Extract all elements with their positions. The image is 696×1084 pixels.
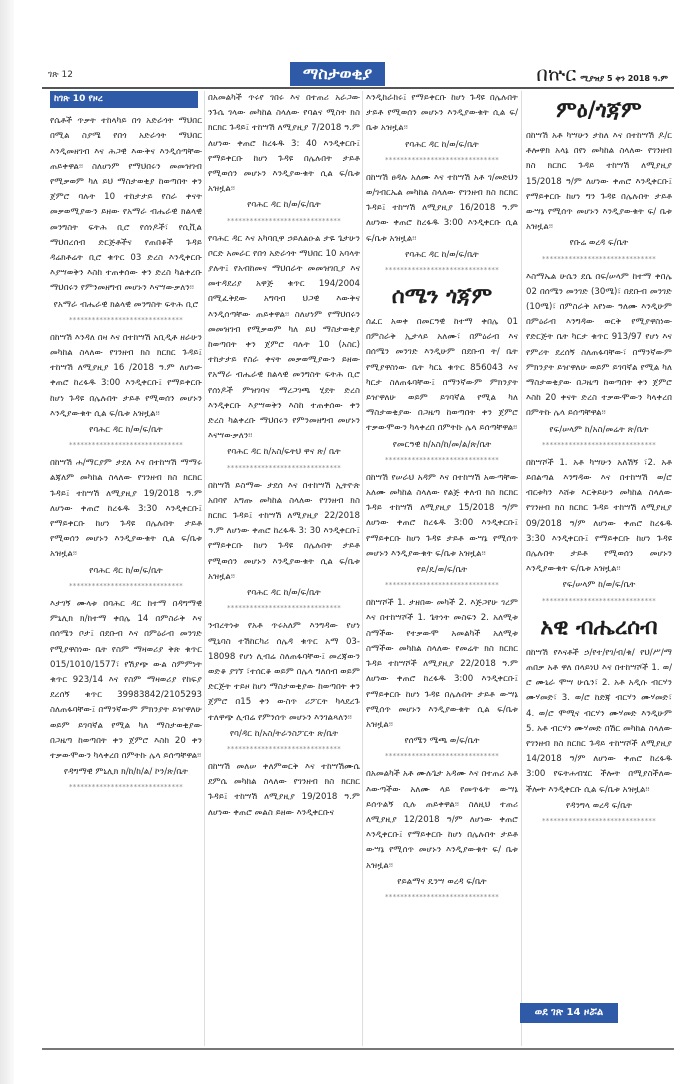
page-edge-shadow bbox=[0, 0, 14, 1084]
separator: ****************************** bbox=[385, 266, 499, 275]
separator: ****************************** bbox=[69, 783, 183, 792]
column-divider bbox=[362, 91, 363, 1046]
notice bbox=[366, 471, 518, 578]
notice-signature: የሰሜን ሜጫ ወ/ፍ/ቤት bbox=[404, 736, 480, 747]
notice-signature: የባሕር ዳር ከ/ወ/ፍ/ቤት bbox=[247, 200, 321, 211]
column-4 bbox=[526, 91, 672, 832]
notice bbox=[208, 760, 360, 821]
notice-signature: የቡሬ ወረዳ ፍ/ቤት bbox=[569, 238, 629, 249]
newspaper-page bbox=[40, 58, 676, 1048]
separator: ****************************** bbox=[227, 744, 341, 753]
separator: ****************************** bbox=[542, 596, 656, 605]
newspaper-brand bbox=[536, 62, 668, 86]
notice bbox=[208, 232, 360, 461]
separator: ****************************** bbox=[69, 315, 183, 324]
continued-on-page-tag: ወደ ገጽ 14 ዞሯል bbox=[520, 1003, 618, 1023]
region-heading: ምዕ/ጎጃም bbox=[556, 97, 642, 123]
notice-body: እስማኤል ሁሴን ደሴ በፍ/ሠላም ከተማ ቀበሌ 02 በሰሜን መንገድ (30ሜ)፣ በደቡብ መንገድ (10ሜ)፣ በምስራቅ አየነው ዓለሙ እንዲሁም በምዕራብ እንግዳው ወርቅ የሚያዋስነው የድርጅት ቤት ካርታ ቁጥር 913/97 የሆነ እና የምሪት ደረሰኝ ስለጠፋባቸው፣ በማንኛውም ምክንያት ይዠዋለሁ ወይም ይገባኛል የሚል ካለ ማስታወቂያው በጋዜጣ ከወጣበት ቀን ጀምሮ እስከ 20 ቀናት ድረስ ተቃውሞውን ካላቀረበ በምትኩ ሌላ ይሰጣቸዋል፡፡ bbox=[526, 271, 672, 419]
notice bbox=[50, 456, 202, 579]
notice-body: በከሣሽ መለሠ ቀለምወርቅ እና ተከሣሽሙሴ ደምሴ መካከል ስላለው የገንዘብ ክስ ክርክር ጉዳይ፤ ተከሣሽ ለሚያዚያ 19/2018 ዓ.ም ለሆነው ቀጠሮ መልስ ይዘው እንዲቀርቡና bbox=[208, 761, 360, 818]
brand-name: በኵር bbox=[536, 62, 577, 86]
continued-from-tag: ከገጽ 10 የዞረ bbox=[50, 91, 198, 108]
notice bbox=[526, 456, 672, 594]
notice-body: በከሣሽ ይስማው ታደሰ እና በተከሣሽ ኢትዮጵ አበባየ አግጡ መካከል ስላለው የገንዘብ ክስ ክርክር ጉዳይ፤ ተከሣሽ ለሚያዚያ 22/2018 ዓ.ም ለሆነው ቀጠሮ ከረፋዱ 3: 30 እንዲቀርቡ፤ የማይቀርቡ ከሆነ ጉዳዩ በሌሉበት ታይቶ የሚወሰን መሆኑን እንዲያውቁት ሲል ፍ/ቤቱ አዝዟል፡፡ bbox=[208, 480, 360, 582]
notice-body: እንዲከራከሩ፤ የማይቀርቡ ከሆነ ጉዳዩ በሌሉበት ታይቶ የሚወሰን መሆኑን እንዲያውቁት ሲል ፍ/ቤቱ አዝዟል፡፡ bbox=[366, 93, 518, 134]
separator: ****************************** bbox=[385, 455, 499, 464]
notice bbox=[50, 114, 202, 313]
notice bbox=[366, 171, 518, 263]
column-1 bbox=[50, 91, 202, 798]
notice-signature: የይ/ዴ/ወ/ፍ/ቤት bbox=[416, 565, 468, 576]
notice-signature: የባሕር ዳር ከ/ወ/ፍ/ቤት bbox=[405, 249, 479, 260]
notice-body: በአመልካች አቶ ሙሉጌታ አዳሙ እና በተጠሪ አቶ እውጣችው አለሙ ላይ የመጥፋት ውሣኔ ይሰጥልኝ ሲሉ ጠይቀዋል፡፡ ስለዚህ ተጠሪ ለሚያዚያ 12/2018 ዓ/ም ለሆነው ቀጠሮ እንዲቀርቡ፤ የማይቀርቡ ከሆነ በሌሉበት ታይቶ ውሣኔ የሚሰጥ መሆኑን እንዲያውቁት ፍ/ ቤቱ አዝዟል፡፡ bbox=[366, 769, 518, 871]
notice-body: የባሕር ዳር እና አካባቢዋ ኃይለልዑል ታዬ ጌታሁን ቦርድ አመራር የበጎ አድራጎት ማህበር 10 አባላት ያሉት፤ የአብከመና ማህበራት መመዝገቢያ እና መተዳደሪያ አዋጅ ቁጥር 194/2004 በሚፈቅደው አግባብ ህጋዊ እውቅና እንዲሰጣቸው ጠይቀዋል፡፡ ስለሆነም የማህበሩን መመዝገብ የሚቃወም ካለ ይህ ማስታወቂያ ከወጣበት ቀን ጀምሮ ባሉት 10 (አስር) ተከታታይ የስራ ቀናት መቃወሚያውን ይዘው የአማራ ብሔራዊ ክልላዊ መንግስት ፍትሕ ቢሮ የሰነዶች ምዝገባና ማረጋገጫ ሂደት ድረስ እንዲቀርቡ እያሣወቅን እስከ ተጠቀሰው ቀን ድረስ ካልቀረቡ ማህበሩን የምንመዘግብ መሆኑን እናሣውቃለን፡፡ bbox=[208, 233, 360, 442]
separator: ****************************** bbox=[542, 254, 656, 263]
section-title: ማስታወቂያ bbox=[290, 62, 385, 86]
notice bbox=[526, 270, 672, 438]
notice-body: በከሣሽ የእናቶች ኃ/የተ/የገ/ብ/ቁ/ የህ/ሥ/ማ ጠበቃ አቶ ዋለ በላይነህ እና በተከሣሾች 1. ወ/ሮ ሙኒራ ሞሣ ሁሴን፣ 2. አቶ አዲሱ ብርሃን ሙሃመድ፣ 3. ወ/ሮ ከድጃ ብርሃን ሙሃመድ፣ 4. ወ/ሮ ሞሚና ብርሃን ሙሃመድ እንዲሁም 5. አቶ ብርሃን ሙሃመድ በሽር መካከል ስላለው የገንዘብ ክስ ክርክር ጉዳይ ተከሣሾች ለሚያዚያ 14/2018 ዓ/ም ለሆነው ቀጠሮ ከረፋዱ 3:00 የፍትሐብሄር ችሎት በሚያስችለው ችሎት እንዲቀርቡ ሲል ፍ/ቤቱ አዝዟል፡፡ bbox=[526, 647, 672, 795]
page-header bbox=[40, 58, 676, 86]
notice bbox=[208, 619, 360, 742]
notice-body: የሴቶች ጥቃት ተከላካይ በጎ አድራጎት ማህበር በሚል ስያሜ የበጎ አድራጎት ማህበር እንዲመዘገብ እና ሕጋዊ እውቅና እንዲሰጣቸው ጠይቀዋል፡፡ ስለሆነም የማህበሩን መመዝገብ የሚቃወም ካለ ይህ ማስታወቂያ ከወጣበት ቀን ጀምሮ ባሉት 10 ተከታታይ የስራ ቀናት መቃወሚያውን ይዘው የአማራ ብሔራዊ ክልላዊ መንግስት ፍትሕ ቢሮ የሰነዶች፣ የሲቪል ማህበረሰብ ድርጅቶችና የጠበቆች ጉዳይ ዳሬክቶሬት ቢሮ ቁጥር 03 ድረስ እንዲቀርቡ እያሣወቅን እስከ ተጠቀሰው ቀን ድረስ ካልቀረቡ ማህበሩን የምንመዘግብ መሆኑን እናሣውቃለን፡፡ bbox=[50, 116, 202, 294]
issue-date: ሚያዝያ 5 ቀን 2018 ዓ.ም bbox=[580, 74, 668, 83]
region-heading: አዊ ብሔረሰብ bbox=[540, 613, 658, 640]
separator: ****************************** bbox=[385, 155, 499, 164]
region-heading: ሰሜን ጎጃም bbox=[391, 283, 493, 310]
notice bbox=[366, 767, 518, 890]
notice-body: በከሣሽ የሠራህ አዳም እና በተከሣሽ አውጣቸው አለሙ መካከል ስላለው የልጅ ቀለብ ክስ ክርክር ጉዳይ ተከሣሽ ለሚያዚያ 15/2018 ዓ/ም ለሆነው ቀጠሮ ከረፋዱ 3:00 እንዲቀርቡ፤ የማይቀርቡ ከሆነ ጉዳዩ ታይቶ ውሣኔ የሚሰጥ መሆኑን እንዲያውቁት ፍ/ቤቱ አዝዟል፡፡ bbox=[366, 472, 518, 559]
notice-body: በከሣሽ ፀዳሉ አለሙ እና ተከሣሽ አቶ ገ/መድህን ወ/ገብርኤል መካከል ስላለው የገንዘብ ክስ ክርክር ጉዳይ፤ ተከሣሽ ለሚያዚያ 16/2018 ዓ.ም ለሆነው ቀጠሮ ከረፋዱ 3:00 እንዲቀርቡ ሲል ፍ/ቤቱ አዝዟል፡፡ bbox=[366, 172, 518, 244]
separator: ****************************** bbox=[385, 581, 499, 590]
notice-body: በከሣሽ አቶ ካሣሁን ታከለ እና በተከሣሽ ዶ/ር ቶሎዋክ አላኔ በየነ መካከል ስላለው የገንዘብ ክስ ክርክር ጉዳይ ተከሣሽ ለሚያዚያ 15/2018 ዓ/ም ለሆነው ቀጠሮ እንዲቀርቡ፤ የማይቀርቡ ከሆነ ግን ጉዳዩ በሌሉበት ታይቶ ውሣኔ የሚሰጥ መሆኑን እንዲያውቁት ፍ/ ቤቱ አዝዟል፡፡ bbox=[526, 131, 672, 233]
notice-body: ሰፈር አወቀ በመርዓዊ ከተማ ቀበሌ 01 በምስራቅ ኢታላይ አለሙ፣ በምዕራብ እና በሰሜን መንገድ እንዲሁም በደቡብ ት/ ቤት የሚያዋስነው ቤት ካርኒ ቁጥር 856043 እና ካርታ ስለጠፋባቸው፤ በማንኛውም ምክንያት ይዠዋለሁ ወይም ይገባኛል የሚል ካለ ማስታወቂያው በጋዜጣ ከወጣበት ቀን ጀምሮ ተቃውሞውን ካላቀረበ በምትኩ ሌላ ይሰጣቸዋል፡፡ bbox=[366, 317, 518, 434]
column-3 bbox=[366, 91, 518, 908]
column-divider bbox=[204, 91, 205, 1046]
notice bbox=[366, 91, 518, 153]
notice bbox=[50, 331, 202, 438]
notice-signature: የባሕር ዳር ከ/ወ/ፍ/ቤት bbox=[89, 425, 163, 436]
notice-signature: የዳንግላ ወረዳ ፍ/ቤት bbox=[565, 800, 633, 811]
notice-signature: የፍ/ሠላም ከ/አስ/መሬት ጽ/ቤት bbox=[549, 424, 649, 435]
notice-signature: የባ/ዳር ከ/አስ/ትራንስፖርት ጽ/ቤት bbox=[229, 728, 339, 739]
notice bbox=[50, 597, 202, 780]
separator: ****************************** bbox=[227, 216, 341, 225]
notice-signature: የዳግማዊ ምኒሊክ ክ/ከ/ከ/ል/ ኮን/ጽ/ቤት bbox=[63, 767, 189, 778]
notice-signature: የይልማና ዴንሣ ወረዳ ፍ/ቤት bbox=[397, 876, 487, 887]
notice-signature: የባሕር ዳር ከ/ወ/ፍ/ቤት bbox=[247, 588, 321, 599]
notice bbox=[526, 646, 672, 814]
notice-body: በከሣሾች 1. ታዘበው መካች 2. እጅጋየሁ ገረም እና በተከሣሾች 1. ጌትነት መስፍን 2. አለሚቱ ስማችው የተቃውሞ አመልካች አለሚቱ ስማችው መካከል ስላለው የመሬት ክስ ክርክር ጉዳይ ተከሣሾች ለሚያዚያ 22/2018 ዓ.ም ለሆነው ቀጠሮ ከረፋዱ 3:00 እንዲቀርቡ፤ የማይቀርቡ ከሆነ ጉዳዩ በሌሉበት ታይቶ ውሣኔ የሚሰጥ መሆኑን እንዲያውቁት ሲል ፍ/ቤቱ አዝዟል፡፡ bbox=[366, 598, 518, 730]
notice-signature: የመርዓዊ ከ/አስ/ከ/መ/ል/ጽ/ቤት bbox=[392, 439, 492, 450]
notice-body: በከሣሽ ሐ/ማርያም ታደለ እና በተከሣሽ ማማሩ ልጃለም መካከል ስላለው የገንዘብ ክስ ክርክር ጉዳይ፤ ተከሣሽ ለሚያዚያ 19/2018 ዓ.ም ለሆነው ቀጠሮ ከረፋዱ 3:30 እንዲቀርቡ፤ የማይቀርቡ ከሆነ ጉዳዩ በሌሉበት ታይቶ የሚወሰን መሆኑን እንዲያውቁት ሲል ፍ/ቤቱ አዝዟል፡፡ bbox=[50, 458, 202, 560]
notice bbox=[208, 479, 360, 602]
notice bbox=[526, 129, 672, 252]
separator: ****************************** bbox=[542, 816, 656, 825]
notice-signature: የባሕር ዳር ከ/ወ/ፍ/ቤት bbox=[405, 139, 479, 150]
separator: ****************************** bbox=[69, 441, 183, 450]
notice-body: ንብረትነቱ የአቶ ጥሩአለም እንግዳው የሆነ ሚኒባስ ተሽከርካሪ ሰሌዳ ቁጥር አማ 03-18098 የሆነ ሊብሬ ስለጠፋባቸው፤ መረጃውን ወድቆ ያገኘ ፣ተሰርቆ ወይም በሌላ ግለሰብ ወይም ድርጅት ተይዞ ከሆነ ማስታወቂያው ከወጣበት ቀን ጀምሮ በ15 ቀን ውስጥ ሪፖርት ካላደረጉ ተለዋጭ ሊብሬ የምንሰጥ መሆኑን እንገልጻለን፡፡ bbox=[208, 621, 360, 723]
page-number: ገጽ 12 bbox=[48, 70, 74, 80]
notice-body: በአመልካች ጥሩየ ገበሩ እና በተጠሪ አራጋው ንጉሴ ገላው መካከል ስላለው የባልና ሚስት ክስ ክርክር ጉዳይ፤ ተከሣሽ ለሚያዚያ 7/2018 ዓ.ም ለሆነው ቀጠሮ ከረፋዱ 3: 40 እንዲቀርቡ፤ የማይቀርቡ ከሆነ ጉዳዩ በሌሉበት ታይቶ የሚወሰን መሆኑን እንዲያውቁት ሲል ፍ/ቤቱ አዝዟል፡፡ bbox=[208, 93, 360, 195]
column-2 bbox=[208, 91, 360, 822]
separator: ****************************** bbox=[69, 581, 183, 590]
notice-body: በከሣሽ እንዳለ በዛ እና በተከሣሽ አቢዲቶ ዘራሁን መካከል ስላለው የገንዘብ ክስ ክርክር ጉዳይ፤ ተከሣሽ ለሚያዚያ 16 /2018 ዓ.ም ለሆነው ቀጠሮ ከረፋዱ 3:00 እንዲቀርቡ፤ የማይቀርቡ ከሆነ ጉዳዩ በሌሉበት ታይቶ የሚወሰን መሆኑን እንዲያውቁት ሲል ፍ/ቤቱ አዝዟል፡፡ bbox=[50, 332, 202, 419]
notice-signature: የፍ/ሠላም ከ/ወ/ፍ/ቤት bbox=[562, 580, 636, 591]
notice-body: እታገኝ ሙላቱ በባሕር ዳር ከተማ በዳግማዊ ምኒሊክ ክ/ከተማ ቀበሌ 14 በምስራቅ እና በሰሜን ቦታ፤ በደቡብ እና በምዕራብ መንገድ የሚያዋስነው ቤት የስም ማዛወሪያ ቅጽ ቁጥር 015/1010/1577፣ የሽያጭ ውል ስምምነት ቁጥር 923/14 እና የስም ማዛወሪያ የከፍያ ደረሰኝ ቁጥር 39983842/2105293 ስለጠፋባቸው፤ በማንኛውም ምክንያት ይዠዋለሁ ወይም ይገባኛል የሚል ካለ ማስታወቂያው በጋዜጣ ከወጣበት ቀን ጀምሮ እስከ 20 ቀን ተቃውሞውን ካላቀረበ በምትኩ ሌላ ይሰጣቸዋል፡፡ bbox=[50, 598, 202, 761]
separator: ****************************** bbox=[227, 463, 341, 472]
notice-signature: የባሕር ዳር ከ/ወ/ፍ/ቤት bbox=[89, 565, 163, 576]
header-rule bbox=[42, 87, 674, 89]
notice-signature: የባሕር ዳር ከ/አስ/ፍትህ ዋና ጽ/ ቤት bbox=[227, 447, 341, 458]
notice bbox=[366, 315, 518, 453]
column-divider bbox=[521, 91, 522, 1046]
separator: ****************************** bbox=[542, 440, 656, 449]
notice bbox=[208, 91, 360, 214]
notice bbox=[366, 596, 518, 749]
separator: ****************************** bbox=[227, 604, 341, 613]
notice-signature: የአማራ ብሔራዊ ክልላዊ መንግስት ፍትሕ ቢሮ bbox=[53, 299, 199, 310]
separator: ****************************** bbox=[385, 752, 499, 761]
separator: ****************************** bbox=[385, 892, 499, 901]
footer-rule bbox=[42, 1048, 674, 1050]
notice-body: በከሣሾች 1. አቶ ካሣሁን አለሽኝ ፣2. አቶ ይበልጣል እንግዳው እና በተከሣሽ ወ/ሮ ብርቱካን እሸቱ እርቅይሁን መካከል ስላለው የገንዘብ ክስ ክርክር ጉዳይ ተከሣሽ ለሚያዚያ 09/2018 ዓ/ም ለሆነው ቀጠሮ ከረፋዱ 3:30 እንዲቀርቡ፤ የማይቀርቡ ከሆነ ጉዳዩ በሌሉበት ታይቶ የሚወሰን መሆኑን እንዲያውቁት ፍ/ቤቱ አዝዟል፡፡ bbox=[526, 457, 672, 575]
